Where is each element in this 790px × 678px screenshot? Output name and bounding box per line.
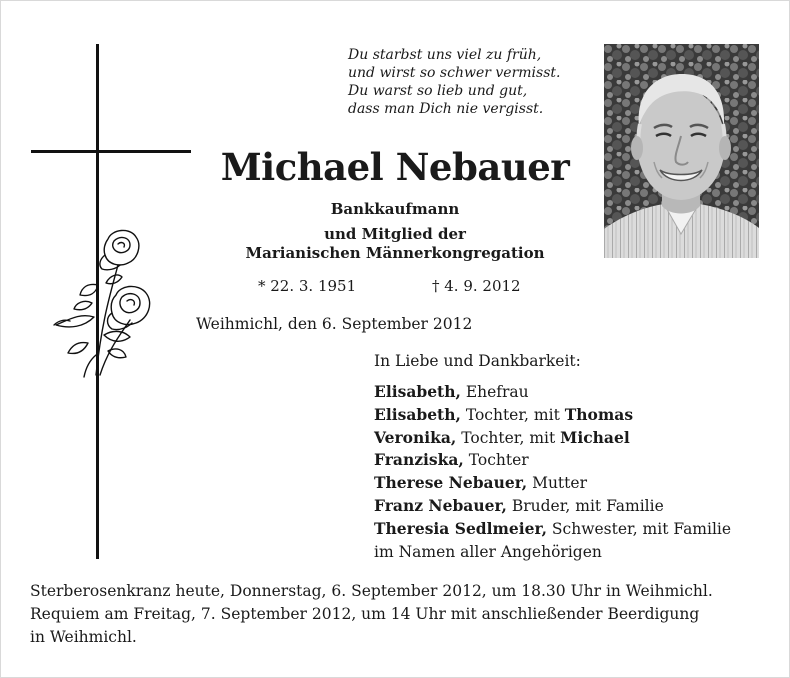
membership-line: und Mitglied der xyxy=(324,225,466,243)
family-member-name: Elisabeth, xyxy=(374,404,461,424)
family-member-relation: Tochter, mit xyxy=(456,428,561,447)
membership-line: Marianischen Männerkongregation xyxy=(245,244,545,262)
poem-line: dass man Dich nie vergisst. xyxy=(348,101,544,117)
family-member-name: Therese Nebauer, xyxy=(374,473,528,493)
family-member-name: Veronika, xyxy=(374,427,457,447)
family-member-relation: Bruder, mit Familie xyxy=(506,496,664,515)
family-member-relation: Tochter, mit xyxy=(460,405,565,424)
rose-icon xyxy=(50,225,160,380)
family-member-relation: Schwester, mit Familie xyxy=(546,519,732,538)
poem xyxy=(348,46,588,118)
thanks-line: In Liebe und Dankbarkeit: xyxy=(374,352,581,370)
deceased-name: Michael Nebauer xyxy=(220,145,570,189)
family-member-name: Theresia Sedlmeier, xyxy=(374,518,547,538)
death-date: † 4. 9. 2012 xyxy=(432,277,521,295)
family-member xyxy=(374,518,784,541)
family-member xyxy=(374,472,784,495)
family-member-partner: Michael xyxy=(560,427,630,447)
family-member xyxy=(374,495,784,518)
family-member-name: Franz Nebauer, xyxy=(374,495,507,515)
rosary-info: Sterberosenkranz heute, Donnerstag, 6. September 2012, um 18.30 Uhr in Weihmichl. xyxy=(30,582,713,600)
family-closing: im Namen aller Angehörigen xyxy=(374,542,602,561)
family-list xyxy=(374,381,784,563)
poem-line: Du starbst uns viel zu früh, xyxy=(348,47,542,63)
family-member xyxy=(374,449,784,472)
poem-line: und wirst so schwer vermisst. xyxy=(348,65,561,81)
family-member xyxy=(374,427,784,450)
family-member-relation: Ehefrau xyxy=(460,383,529,401)
family-member-relation: Tochter xyxy=(463,451,529,470)
family-member xyxy=(374,381,784,404)
family-member-partner: Thomas xyxy=(564,404,634,424)
birth-date: * 22. 3. 1951 xyxy=(258,277,357,295)
cross-bar xyxy=(31,150,191,153)
place-date: Weihmichl, den 6. September 2012 xyxy=(196,315,473,333)
family-member-name: Elisabeth, xyxy=(374,382,461,401)
service-info xyxy=(30,580,780,649)
membership xyxy=(190,225,600,263)
requiem-info: Requiem am Freitag, 7. September 2012, um 14 Uhr mit anschließender Beerdigung xyxy=(30,605,700,623)
poem-line: Du warst so lieb und gut, xyxy=(348,83,528,99)
portrait-photo xyxy=(604,44,759,258)
family-member xyxy=(374,404,784,427)
burial-place: in Weihmichl. xyxy=(30,628,137,646)
profession: Bankkaufmann xyxy=(330,200,460,218)
family-member-relation: Mutter xyxy=(527,474,587,493)
family-member-name: Franziska, xyxy=(374,450,464,470)
